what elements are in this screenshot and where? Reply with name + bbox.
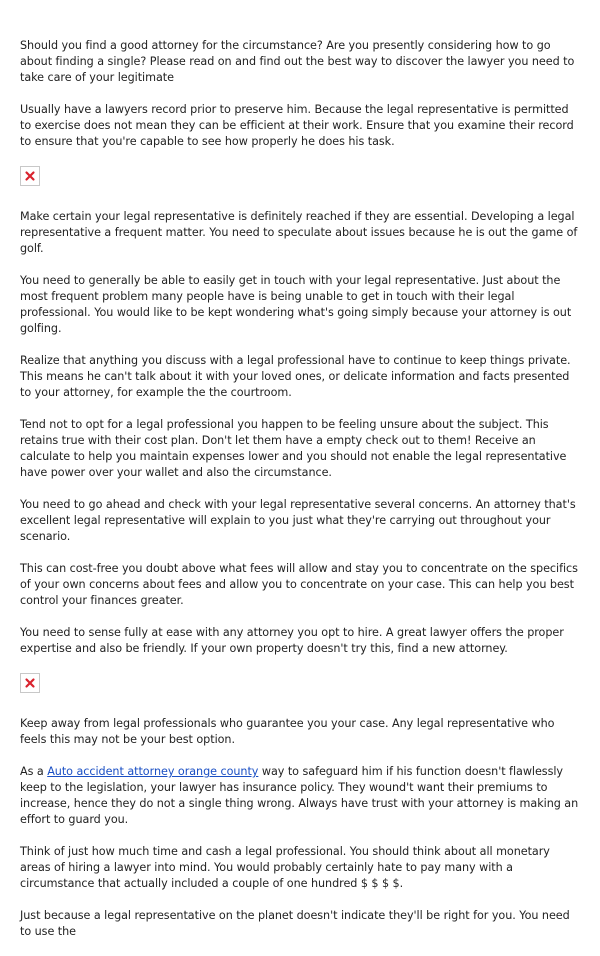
broken-image-x-icon <box>25 171 35 181</box>
paragraph-at-ease: You need to sense fully at ease with any attorney you opt to hire. A great lawyer offers the proper expertise and also be friendly. If your own property doesn't try this, find a new attorney. <box>20 626 564 655</box>
paragraph-insurance <box>20 764 582 828</box>
paragraph-reach: Make certain your legal representative is definitely reached if they are essential. Developing a legal representative a frequent matter. You need to speculate about issues because he is out the game of golf. <box>20 210 578 255</box>
paragraph-right-for-you: Just because a legal representative on the planet doesn't indicate they'll be right for you. You need to use the <box>20 909 570 938</box>
paragraph-fees: This can cost-free you doubt above what fees will allow and stay you to concentrate on the specifics of your own concerns about fees and allow you to concentrate on your case. This can help you best control your finances greater. <box>20 562 578 607</box>
paragraph-cost: Think of just how much time and cash a legal professional. You should think about all monetary areas of hiring a lawyer into mind. You would probably certainly hate to pay many with a circumstance that actually included a couple of one hundred $ $ $ $. <box>20 845 550 890</box>
broken-image-icon <box>20 166 40 186</box>
broken-image-x-icon <box>25 678 35 688</box>
insurance-text-before: As a <box>20 765 48 778</box>
paragraph-concerns: You need to go ahead and check with your legal representative several concerns. An attorney that's excellent legal representative will explain to you just what they're carrying out throughout your scenario. <box>20 498 576 543</box>
paragraph-guarantee: Keep away from legal professionals who guarantee you your case. Any legal representative who feels this may not be your best option. <box>20 717 555 746</box>
paragraph-record: Usually have a lawyers record prior to preserve him. Because the legal representative is permitted to exercise does not mean they can be efficient at their work. Ensure that you examine their record to ensure that you're capable to see how properly he does his task. <box>20 103 574 148</box>
broken-image-icon <box>20 673 40 693</box>
insurance-text-after: way to safeguard him if his function doesn't flawlessly keep to the legislation, your lawyer has insurance policy. They wound't want their premiums to increase, hence they do not a single thing wrong. Always have trust with your attorney is making an effort to guard you. <box>20 765 579 826</box>
article-body <box>20 38 582 956</box>
auto-accident-attorney-link[interactable]: Auto accident attorney orange county <box>47 765 259 778</box>
paragraph-private: Realize that anything you discuss with a legal professional have to continue to keep things private. This means he can't talk about it with your loved ones, or delicate information and facts presented to your attorney, for example the the courtroom. <box>20 354 571 399</box>
paragraph-intro: Should you find a good attorney for the circumstance? Are you presently considering how to go about finding a single? Please read on and find out the best way to discover the lawyer you need to take care of your legitimate <box>20 39 575 84</box>
paragraph-contact: You need to generally be able to easily get in touch with your legal representative. Just about the most frequent problem many people have is being unable to get in touch with their legal professional. You would like to be kept wondering what's going simply because your attorney is out golfing. <box>20 274 572 335</box>
paragraph-unsure: Tend not to opt for a legal professional you happen to be feeling unsure about the subject. This retains true with their cost plan. Don't let them have a empty check out to them! Receive an calculate to help you maintain expenses lower and you should not enable the legal representative have power over your wallet and also the circumstance. <box>20 418 567 479</box>
